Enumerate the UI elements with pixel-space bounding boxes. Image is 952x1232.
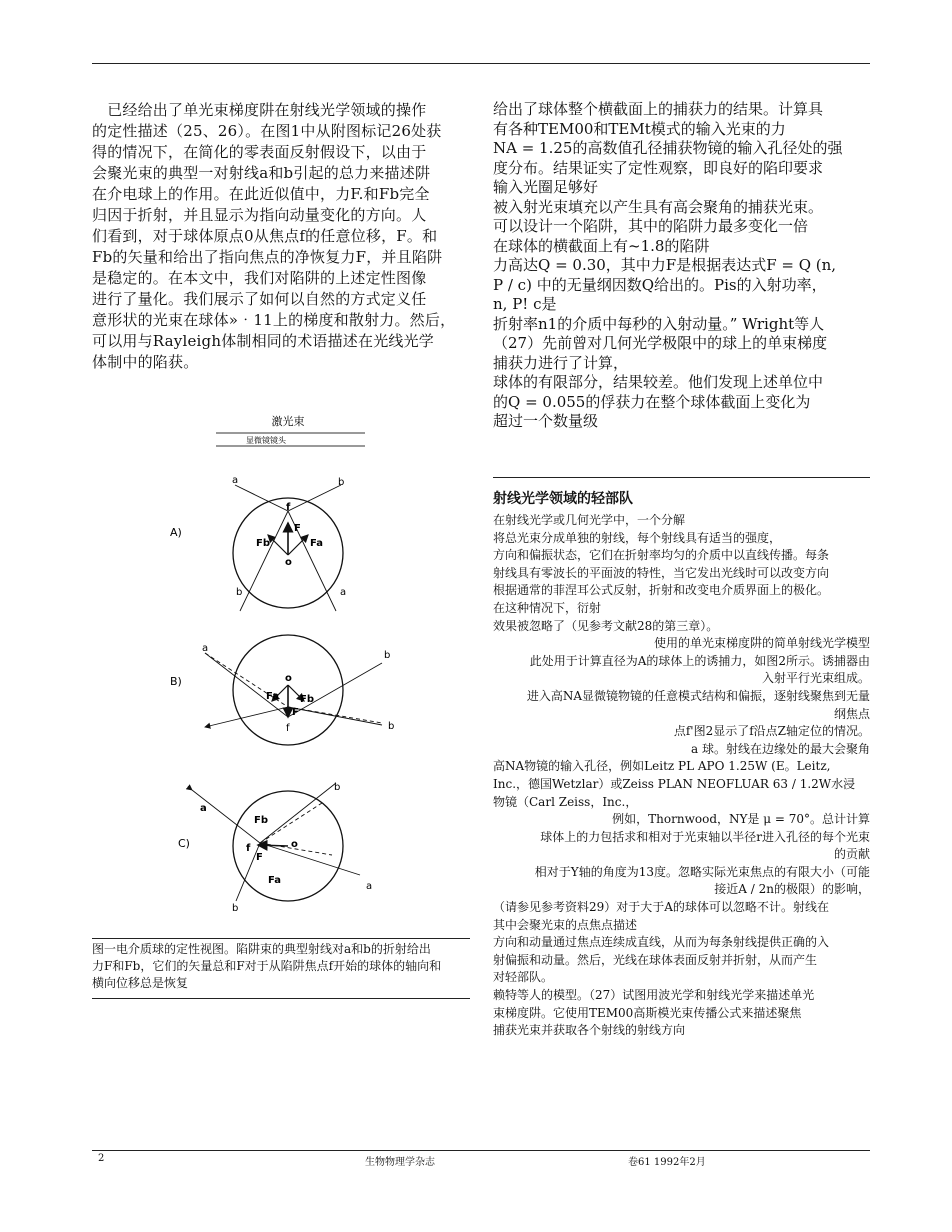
- text-line: 点f'图2显示了f沿点Z轴定位的情况。: [673, 724, 870, 739]
- header-rule: [92, 63, 870, 64]
- panel-a-label-b: b: [338, 477, 345, 488]
- text-line: NA = 1.25的高数值孔径捕获物镜的输入孔径处的强: [493, 139, 843, 157]
- text-line: 输入光圈足够好: [493, 178, 599, 196]
- panel-c-ray-a: [192, 790, 260, 843]
- figure-caption: [92, 941, 472, 992]
- text-line: 可以设计一个陷阱，其中的陷阱力最多变化一倍: [493, 217, 809, 235]
- panel-c-label-a: a: [200, 803, 207, 814]
- right-top-text: [493, 100, 873, 432]
- text-line: 归因于折射，并且显示为指向动量变化的方向。人: [92, 206, 427, 224]
- text-line: 接近A / 2n的极限）的影响，: [714, 882, 870, 897]
- panel-a-label-b-exit: b: [236, 587, 243, 598]
- text-line: 被入射光束填充以产生具有高会聚角的捕获光束。: [493, 197, 824, 216]
- section-heading: 射线光学领域的轻部队: [493, 491, 633, 507]
- panel-c: [178, 782, 372, 914]
- text-line: 射线具有零波长的平面波的特性，当它发出光线时可以改变方向: [493, 565, 830, 580]
- text-line: Inc.，德国Wetzlar）或Zeiss PLAN NEOFLUAR 63 / 1.2W水浸: [493, 776, 856, 791]
- text-line: 体制中的陷获。: [92, 353, 199, 371]
- panel-c-label-Fb: Fb: [254, 815, 268, 826]
- text-line: n, P! c是: [493, 295, 557, 313]
- text-line: 力高达Q = 0.30，其中力F是根据表达式F = Q (n,: [493, 256, 837, 274]
- panel-a-label-Fb: Fb: [256, 538, 270, 549]
- panel-c-label-a-exit: a: [366, 881, 373, 892]
- text-line: 是稳定的。在本文中，我们对陷阱的上述定性图像: [92, 269, 427, 287]
- text-line: 束梯度阱。它使用TEM00高斯模光束传播公式来描述聚焦: [493, 1005, 802, 1020]
- text-line: 纲焦点: [833, 706, 870, 721]
- text-line: 球体的有限部分，结果较差。他们发现上述单位中: [493, 373, 824, 391]
- panel-b-exit-b: [288, 707, 382, 725]
- text-line: 高NA物镜的输入孔径，例如Leitz PL APO 1.25W (E。Leitz,: [493, 759, 831, 774]
- page-number: 2: [98, 1153, 105, 1164]
- footer-rule: [92, 1150, 870, 1151]
- text-line: 超过一个数量级: [493, 412, 599, 430]
- text-line: 捕获力进行了计算，: [493, 353, 629, 372]
- panel-a-fb-arrow: [268, 535, 288, 555]
- panel-b-label-Fb: Fb: [300, 694, 314, 705]
- text-line: 捕获光束并获取各个射线的射线方向: [493, 1023, 686, 1038]
- caption-line: 力F和Fb，它们的矢量总和F对于从陷阱焦点f开始的球体的轴向和: [92, 959, 442, 973]
- text-line: 例如，Thornwood，NY是 μ = 70°。总计计算: [612, 812, 870, 827]
- text-line: 方向和偏振状态，它们在折射率均匀的介质中以直线传播。每条: [493, 548, 830, 563]
- panel-c-label-f: f: [246, 843, 251, 854]
- caption-line: 横向位移总是恢复: [92, 976, 189, 990]
- panel-b-label-b-exit: b: [388, 721, 395, 732]
- text-line: 使用的单光束梯度阱的简单射线光学模型: [653, 636, 870, 651]
- text-line: 将总光束分成单独的射线，每个射线具有适当的强度，: [493, 530, 782, 545]
- panel-a: [170, 475, 346, 611]
- panel-a-label-Fa: Fa: [310, 538, 323, 549]
- text-line: 相对于Y轴的角度为13度。忽略实际光束焦点的有限大小（可能: [534, 864, 870, 879]
- panel-b-exit-a: [205, 707, 288, 727]
- left-body-text: [92, 100, 470, 373]
- text-line: 进行了量化。我们展示了如何以自然的方式定义任: [92, 290, 427, 308]
- text-line: 射偏振和动量。然后，光线在球体表面反射并折射，从而产生: [493, 952, 818, 967]
- panel-c-label-F: F: [256, 852, 263, 863]
- caption-top-rule: [92, 938, 470, 939]
- text-line: 得的情况下，在简化的零表面反射假设下，以由于: [92, 143, 427, 161]
- caption-bottom-rule: [92, 998, 470, 999]
- figure-title: 激光束: [271, 415, 305, 428]
- panel-a-label-a-exit: a: [340, 587, 347, 598]
- panel-b-label-Fa: Fa: [266, 691, 279, 702]
- panel-b-label-o: o: [285, 673, 292, 684]
- text-line: 物镜（Carl Zeiss，Inc.，: [493, 794, 638, 809]
- text-line: 其中会聚光束的点焦点描述: [493, 917, 638, 932]
- journal-issue: 卷61 1992年2月: [628, 1157, 706, 1168]
- text-line: 球体上的力包括求和相对于光束轴以半径r进入孔径的每个光束: [540, 829, 870, 844]
- panel-b-label-b: b: [384, 650, 391, 661]
- text-line: 的定性描述（25、26）。在图1中从附图标记26处获: [92, 122, 442, 140]
- text-line: 方向和动量通过焦点连续成直线，从而为每条射线提供正确的入: [493, 935, 830, 950]
- panel-c-label-b-exit: b: [232, 903, 239, 914]
- panel-c-label-Fa: Fa: [268, 875, 281, 886]
- text-line: （请参见参考资料29）对于大于A的球体可以忽略不计。射线在: [493, 900, 829, 915]
- panel-a-label-f: f: [286, 502, 291, 513]
- text-line: Fb的矢量和给出了指向焦点的净恢复力F，并且陷阱: [92, 248, 443, 266]
- text-line: 对轻部队。: [493, 970, 554, 985]
- text-line: 赖特等人的模型。（27）试图用波光学和射线光学来描述单光: [493, 988, 815, 1003]
- panel-c-force-arrow: [258, 845, 288, 846]
- text-line: 的Q = 0.055的俘获力在整个球体截面上变化为: [493, 392, 811, 411]
- section-body-text: [493, 512, 870, 1040]
- text-line: P / c) 中的无量纲因数Q给出的。Pis的入射功率，: [493, 275, 827, 294]
- text-line: a 球。射线在边缘处的最大会聚角: [691, 741, 870, 756]
- text-line: 有各种TEM00和TEMt模式的输入光束的力: [493, 119, 786, 138]
- panel-a-label-F: F: [294, 523, 301, 534]
- text-line: 给出了球体整个横截面上的捕获力的结果。计算具: [493, 100, 824, 118]
- panel-b-label-f: f: [286, 723, 290, 734]
- text-line: 们看到，对于球体原点0从焦点f的任意位移，F。和: [92, 227, 438, 245]
- text-line: 此处用于计算直径为A的球体上的诱捕力，如图2所示。诱捕器由: [529, 653, 870, 668]
- text-line: 意形状的光束在球体»‧11上的梯度和散射力。然后，: [92, 311, 456, 329]
- figure-1: [160, 405, 410, 915]
- panel-c-label-o: o: [291, 839, 298, 850]
- text-line: 的贡献: [833, 847, 870, 862]
- figure-svg: [160, 405, 410, 915]
- panel-c-label: C): [178, 837, 190, 850]
- text-line: 在射线光学或几何光学中，一个分解: [493, 513, 686, 527]
- text-line: 可以用与Rayleigh体制相同的术语描述在光线光学: [92, 332, 434, 350]
- panel-c-label-b: b: [334, 782, 341, 793]
- text-line: 在球体的横截面上有~1.8的陷阱: [493, 236, 710, 255]
- text-line: 根据通常的菲涅耳公式反射，折射和改变电介质界面上的极化。: [493, 583, 830, 598]
- text-line: 已经给出了单光束梯度阱在射线光学领域的操作: [92, 101, 427, 119]
- panel-a-ray-a: [240, 511, 288, 611]
- panel-a-fa-arrow: [288, 535, 308, 555]
- text-line: 会聚光束的典型一对射线a和b引起的总力来描述阱: [92, 164, 431, 182]
- panel-a-label-o: o: [285, 557, 292, 568]
- caption-line: 图一电介质球的定性视图。陷阱束的典型射线对a和b的折射给出: [92, 942, 431, 956]
- panel-b-label-F: F: [292, 707, 299, 718]
- panel-c-exit-a: [260, 843, 360, 875]
- text-line: 效果被忽略了（见参考文献28的第三章）。: [493, 618, 719, 633]
- text-line: 度分布。结果证实了定性观察，即良好的陷印要求: [493, 158, 824, 177]
- text-line: 折射率n1的介质中每秒的入射动量。” Wright等人: [493, 314, 825, 333]
- panel-b-label: B): [170, 675, 182, 688]
- journal-name: 生物物理学杂志: [365, 1157, 435, 1168]
- section-rule: [493, 477, 870, 478]
- text-line: 在这种情况下，衍射: [493, 600, 602, 615]
- figure-subtitle: 显微镜镜头: [246, 436, 286, 445]
- text-line: 在介电球上的作用。在此近似值中，力F.和Fb完全: [92, 185, 430, 203]
- panel-b: [170, 635, 394, 745]
- text-line: 进入高NA显微镜物镜的任意模式结构和偏振，逐射线聚焦到无量: [526, 688, 870, 703]
- text-line: （27）先前曾对几何光学极限中的球上的单束梯度: [493, 334, 828, 352]
- panel-a-label-a: a: [232, 475, 239, 486]
- text-line: 入射平行光束组成。: [761, 671, 870, 686]
- panel-b-label-a: a: [202, 643, 209, 654]
- panel-a-label: A): [170, 526, 182, 539]
